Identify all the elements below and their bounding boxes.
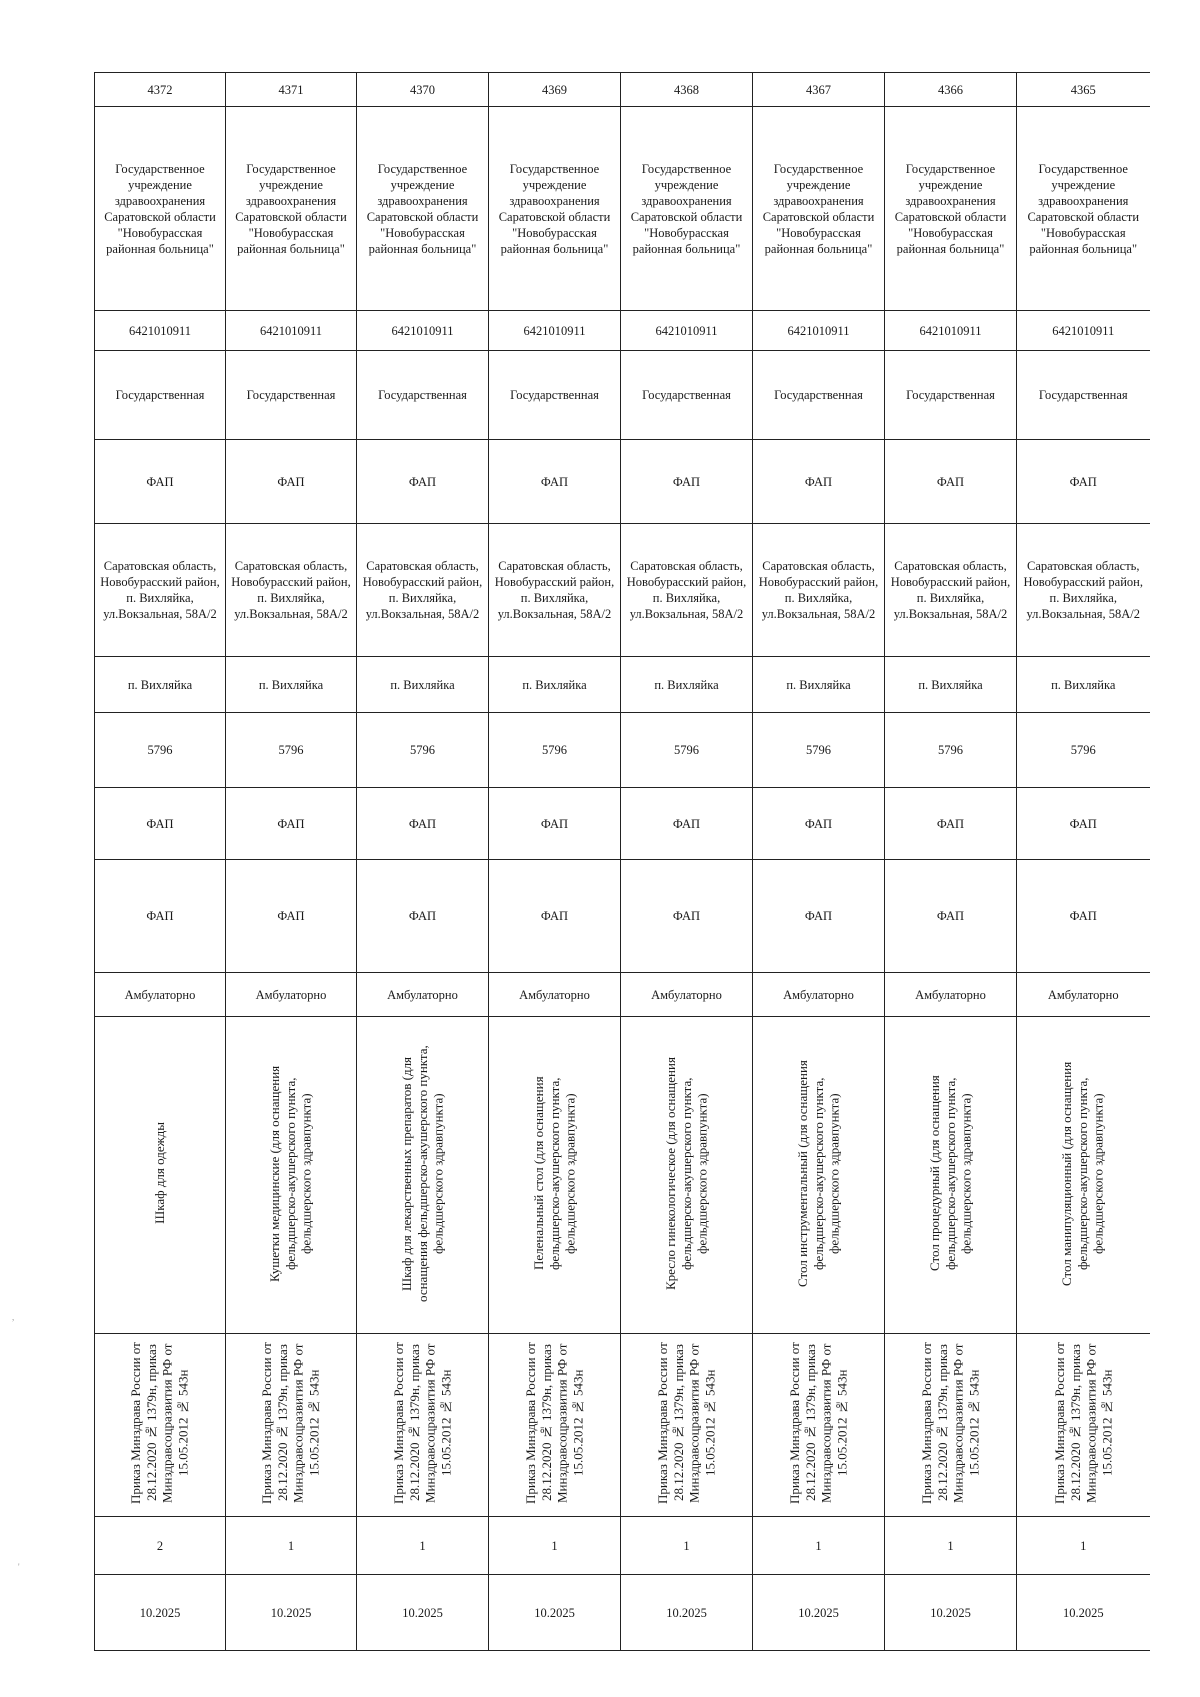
margin-mark: , [12,1312,15,1322]
equipment-name: Пеленальный стол (для оснащения фельдшерско-акушерского пункта, фельдшерского здравпункта) [530,1076,578,1270]
cell-address: Саратовская область, Новобурасский район, п. Вихляйка, ул.Вокзальная, 58А/2 [753,524,885,657]
cell-number: 4371 [226,73,357,107]
cell-number: 4372 [95,73,226,107]
cell-unit: ФАП [1017,788,1150,860]
cell-quantity: 1 [885,1517,1017,1575]
order-reference: Приказ Минздрава России от 28.12.2020 № 1379н, приказ Минздравсоцразвития РФ от 15.05.2012 № 543н [786,1342,850,1504]
cell-care: Амбулаторно [489,973,621,1017]
row-equipment [95,1017,1150,1334]
equipment-name: Стол процедурный (для оснащения фельдшерско-акушерского пункта, фельдшерского здравпункта) [926,1075,974,1271]
order-reference: Приказ Минздрава России от 28.12.2020 № 1379н, приказ Минздравсоцразвития РФ от 15.05.2012 № 543н [918,1342,982,1504]
equipment-name: Стол инструментальный (для оснащения фельдшерско-акушерского пункта, фельдшерского здравпункта) [794,1059,842,1287]
cell-unit: ФАП [357,788,489,860]
cell-order [621,1334,753,1517]
cell-unit: ФАП [621,788,753,860]
cell-ownership: Государственная [1017,351,1150,440]
cell-order [489,1334,621,1517]
equipment-name: Шкаф для лекарственных препаратов (для оснащения фельдшерско-акушерского пункта, фельдшерского здравпункта) [398,1044,446,1302]
order-reference: Приказ Минздрава России от 28.12.2020 № 1379н, приказ Минздравсоцразвития РФ от 15.05.2012 № 543н [1051,1342,1115,1504]
cell-care: Амбулаторно [885,973,1017,1017]
cell-locality: п. Вихляйка [226,657,357,713]
cell-date: 10.2025 [753,1575,885,1651]
cell-quantity: 1 [357,1517,489,1575]
cell-order [753,1334,885,1517]
cell-date: 10.2025 [357,1575,489,1651]
cell-date: 10.2025 [1017,1575,1150,1651]
cell-number: 4370 [357,73,489,107]
cell-subunit: ФАП [885,860,1017,973]
cell-order [357,1334,489,1517]
order-reference: Приказ Минздрава России от 28.12.2020 № 1379н, приказ Минздравсоцразвития РФ от 15.05.2012 № 543н [128,1342,191,1504]
cell-ownership: Государственная [226,351,357,440]
equipment-name: Стол манипуляционный (для оснащения фельдшерско-акушерского пункта, фельдшерского здравпункта) [1059,1060,1107,1286]
cell-date: 10.2025 [621,1575,753,1651]
cell-equipment [95,1017,226,1334]
cell-address: Саратовская область, Новобурасский район, п. Вихляйка, ул.Вокзальная, 58А/2 [1017,524,1150,657]
cell-quantity: 1 [489,1517,621,1575]
cell-care: Амбулаторно [753,973,885,1017]
cell-type: ФАП [1017,440,1150,524]
cell-date: 10.2025 [95,1575,226,1651]
cell-equipment [226,1017,357,1334]
cell-locality: п. Вихляйка [95,657,226,713]
cell-institution: Государственное учреждение здравоохранения Саратовской области "Новобурасская районная больница" [95,107,226,311]
row-order [95,1334,1150,1517]
cell-type: ФАП [885,440,1017,524]
cell-equipment [1017,1017,1150,1334]
row-care [95,973,1150,1017]
cell-inn: 6421010911 [357,311,489,351]
cell-code: 5796 [489,713,621,788]
cell-equipment [753,1017,885,1334]
row-date [95,1575,1150,1651]
order-reference: Приказ Минздрава России от 28.12.2020 № 1379н, приказ Минздравсоцразвития РФ от 15.05.2012 № 543н [522,1342,586,1504]
cell-code: 5796 [95,713,226,788]
cell-code: 5796 [357,713,489,788]
cell-ownership: Государственная [357,351,489,440]
cell-institution: Государственное учреждение здравоохранения Саратовской области "Новобурасская районная больница" [753,107,885,311]
cell-inn: 6421010911 [226,311,357,351]
cell-address: Саратовская область, Новобурасский район, п. Вихляйка, ул.Вокзальная, 58А/2 [95,524,226,657]
cell-order [226,1334,357,1517]
cell-care: Амбулаторно [95,973,226,1017]
cell-quantity: 1 [621,1517,753,1575]
cell-care: Амбулаторно [621,973,753,1017]
cell-subunit: ФАП [1017,860,1150,973]
cell-code: 5796 [1017,713,1150,788]
cell-type: ФАП [226,440,357,524]
cell-unit: ФАП [95,788,226,860]
cell-quantity: 1 [226,1517,357,1575]
cell-type: ФАП [357,440,489,524]
cell-institution: Государственное учреждение здравоохранения Саратовской области "Новобурасская районная больница" [226,107,357,311]
cell-inn: 6421010911 [885,311,1017,351]
cell-unit: ФАП [226,788,357,860]
cell-care: Амбулаторно [1017,973,1150,1017]
cell-subunit: ФАП [226,860,357,973]
cell-locality: п. Вихляйка [753,657,885,713]
cell-number: 4366 [885,73,1017,107]
cell-institution: Государственное учреждение здравоохранения Саратовской области "Новобурасская районная больница" [621,107,753,311]
cell-locality: п. Вихляйка [489,657,621,713]
cell-locality: п. Вихляйка [1017,657,1150,713]
cell-ownership: Государственная [621,351,753,440]
cell-number: 4367 [753,73,885,107]
row-unit [95,788,1150,860]
equipment-name: Кресло гинекологическое (для оснащения фельдшерско-акушерского пункта, фельдшерского здравпункта) [662,1056,710,1290]
cell-type: ФАП [95,440,226,524]
cell-equipment [489,1017,621,1334]
cell-equipment [885,1017,1017,1334]
cell-address: Саратовская область, Новобурасский район, п. Вихляйка, ул.Вокзальная, 58А/2 [226,524,357,657]
cell-order [95,1334,226,1517]
equipment-name: Шкаф для одежды [152,1122,168,1224]
cell-date: 10.2025 [226,1575,357,1651]
cell-subunit: ФАП [753,860,885,973]
cell-code: 5796 [885,713,1017,788]
cell-type: ФАП [489,440,621,524]
cell-ownership: Государственная [885,351,1017,440]
cell-locality: п. Вихляйка [357,657,489,713]
cell-unit: ФАП [885,788,1017,860]
cell-quantity: 1 [1017,1517,1150,1575]
cell-type: ФАП [753,440,885,524]
cell-inn: 6421010911 [489,311,621,351]
order-reference: Приказ Минздрава России от 28.12.2020 № 1379н, приказ Минздравсоцразвития РФ от 15.05.2012 № 543н [654,1342,718,1504]
row-number [95,73,1150,107]
row-code [95,713,1150,788]
cell-quantity: 2 [95,1517,226,1575]
cell-equipment [357,1017,489,1334]
row-subunit [95,860,1150,973]
cell-unit: ФАП [753,788,885,860]
cell-type: ФАП [621,440,753,524]
cell-number: 4369 [489,73,621,107]
cell-care: Амбулаторно [357,973,489,1017]
cell-code: 5796 [226,713,357,788]
cell-inn: 6421010911 [95,311,226,351]
row-quantity [95,1517,1150,1575]
cell-ownership: Государственная [95,351,226,440]
cell-ownership: Государственная [489,351,621,440]
cell-institution: Государственное учреждение здравоохранения Саратовской области "Новобурасская районная больница" [1017,107,1150,311]
cell-care: Амбулаторно [226,973,357,1017]
cell-subunit: ФАП [95,860,226,973]
cell-date: 10.2025 [489,1575,621,1651]
cell-number: 4368 [621,73,753,107]
cell-equipment [621,1017,753,1334]
row-address [95,524,1150,657]
cell-address: Саратовская область, Новобурасский район, п. Вихляйка, ул.Вокзальная, 58А/2 [885,524,1017,657]
cell-address: Саратовская область, Новобурасский район, п. Вихляйка, ул.Вокзальная, 58А/2 [489,524,621,657]
cell-locality: п. Вихляйка [885,657,1017,713]
cell-subunit: ФАП [489,860,621,973]
cell-locality: п. Вихляйка [621,657,753,713]
cell-number: 4365 [1017,73,1150,107]
row-ownership [95,351,1150,440]
cell-institution: Государственное учреждение здравоохранения Саратовской области "Новобурасская районная больница" [357,107,489,311]
cell-date: 10.2025 [885,1575,1017,1651]
order-reference: Приказ Минздрава России от 28.12.2020 № 1379н, приказ Минздравсоцразвития РФ от 15.05.2012 № 543н [390,1342,454,1504]
cell-inn: 6421010911 [753,311,885,351]
cell-inn: 6421010911 [621,311,753,351]
cell-inn: 6421010911 [1017,311,1150,351]
cell-unit: ФАП [489,788,621,860]
cell-institution: Государственное учреждение здравоохранения Саратовской области "Новобурасская районная больница" [885,107,1017,311]
cell-order [885,1334,1017,1517]
row-institution [95,107,1150,311]
cell-code: 5796 [753,713,885,788]
cell-order [1017,1334,1150,1517]
margin-mark: ' [18,1562,20,1572]
equipment-table [94,72,1150,1651]
cell-address: Саратовская область, Новобурасский район, п. Вихляйка, ул.Вокзальная, 58А/2 [621,524,753,657]
cell-address: Саратовская область, Новобурасский район, п. Вихляйка, ул.Вокзальная, 58А/2 [357,524,489,657]
row-locality [95,657,1150,713]
cell-ownership: Государственная [753,351,885,440]
row-inn [95,311,1150,351]
row-type [95,440,1150,524]
cell-code: 5796 [621,713,753,788]
cell-institution: Государственное учреждение здравоохранения Саратовской области "Новобурасская районная больница" [489,107,621,311]
cell-subunit: ФАП [621,860,753,973]
order-reference: Приказ Минздрава России от 28.12.2020 № 1379н, приказ Минздравсоцразвития РФ от 15.05.2012 № 543н [259,1342,322,1504]
cell-quantity: 1 [753,1517,885,1575]
cell-subunit: ФАП [357,860,489,973]
equipment-name: Кушетки медицинские (для оснащения фельдшерско-акушерского пункта, фельдшерского здравпункта) [267,1064,314,1282]
